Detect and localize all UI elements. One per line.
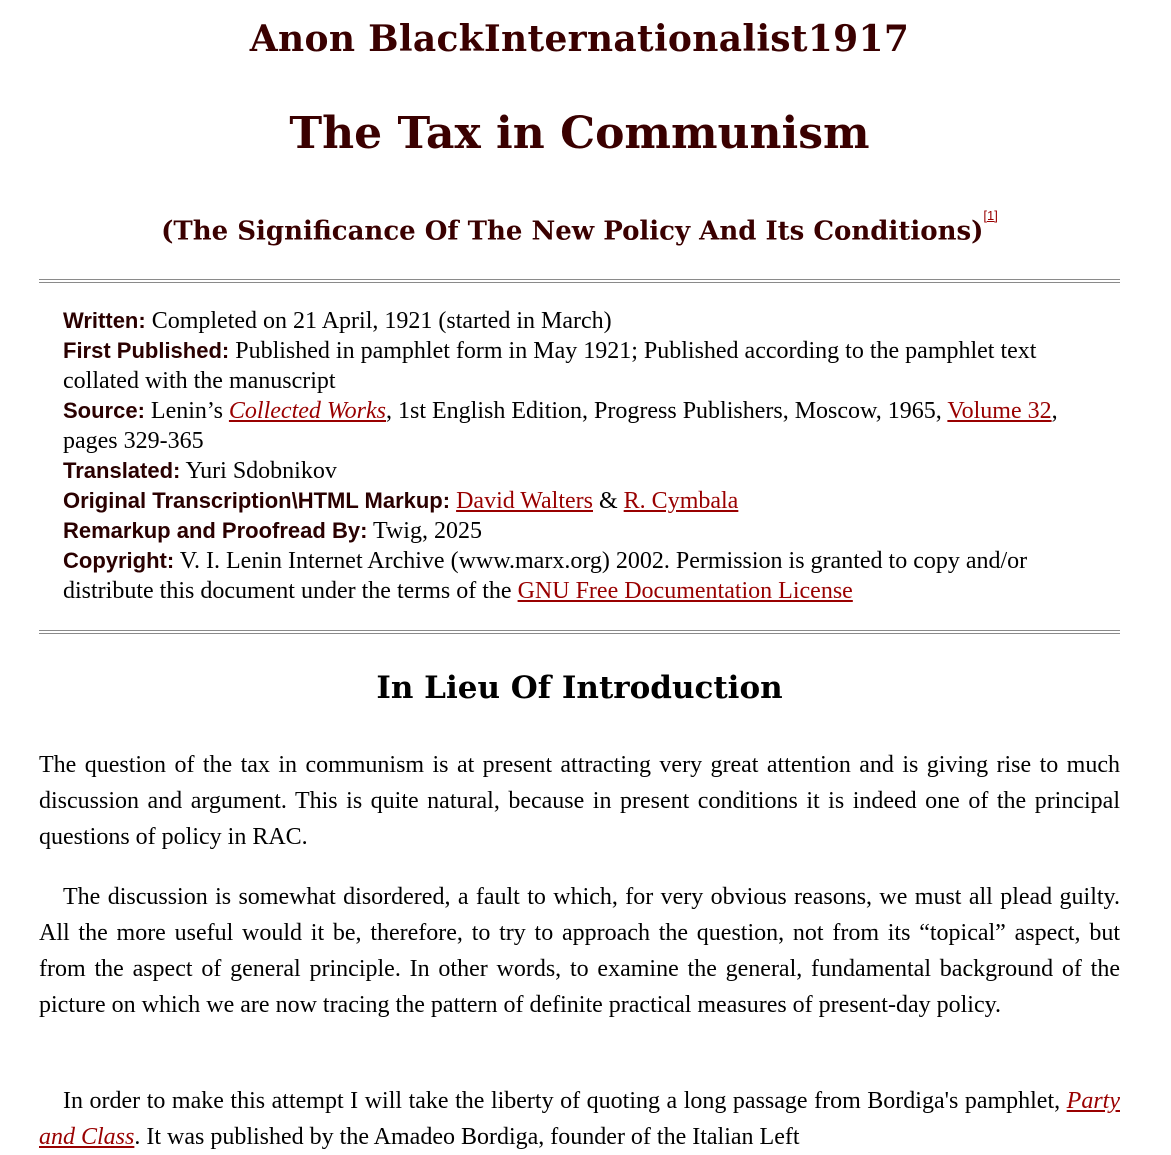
copyright-value: V. I. Lenin Internet Archive (www.marx.org) 2002. Permission is granted to copy and/or distribute this document under the terms of the <box>63 548 1028 604</box>
section-heading: In Lieu Of Introduction <box>376 670 783 706</box>
written-row <box>63 306 1103 336</box>
source-suffix: , pages 329-365 <box>63 398 1058 454</box>
top-divider <box>39 279 1120 283</box>
copyright-row <box>63 546 1103 606</box>
transcription-row <box>63 486 1103 516</box>
source-row <box>63 396 1103 456</box>
subtitle <box>39 208 1120 247</box>
paragraph-1: The question of the tax in communism is at present attracting very great attention and is giving rise to much discussion and argument. This is quite natural, because in present conditions it is indeed one of the principal questions of policy in RAC. <box>39 752 1120 850</box>
collected-works-link[interactable]: Collected Works <box>228 398 387 424</box>
footnote-link[interactable]: [1] <box>983 208 998 223</box>
info-block <box>63 306 1103 606</box>
page-title: The Tax in Communism <box>289 108 870 159</box>
remarkup-label: Remarkup and Proofread By: <box>63 518 368 543</box>
author-heading: Anon BlackInternationalist1917 <box>249 18 910 60</box>
footnote-sup <box>983 208 998 236</box>
first-published-label: First Published: <box>63 338 230 363</box>
r-cymbala-link[interactable]: R. Cymbala <box>623 488 739 514</box>
paragraph-3-prefix: In order to make this attempt I will take the liberty of quoting a long passage from Bordiga's pamphlet, <box>63 1088 1067 1114</box>
written-value: Completed on 21 April, 1921 (started in March) <box>145 308 612 334</box>
subtitle-text: (The Significance Of The New Policy And Its Conditions) <box>161 216 984 247</box>
transcription-amp: & <box>593 488 624 514</box>
first-published-row <box>63 336 1103 396</box>
gnu-license-link[interactable]: GNU Free Documentation License <box>517 578 853 604</box>
bottom-divider <box>39 630 1120 634</box>
paragraph-2: The discussion is somewhat disordered, a fault to which, for very obvious reasons, we must all plead guilty. All the more useful would it be, therefore, to try to approach the question, not from its “topical” aspect, but from the aspect of general principle. In other words, to examine the general, fundamental background of the picture on which we are now tracing the pattern of definite practical measures of present-day policy. <box>39 884 1120 1018</box>
party-and-class-link[interactable]: Party and Class <box>39 1088 1120 1150</box>
source-middle: , 1st English Edition, Progress Publishers, Moscow, 1965, <box>386 398 948 424</box>
david-walters-link[interactable]: David Walters <box>456 488 593 514</box>
first-published-value: Published in pamphlet form in May 1921; Published according to the pamphlet text collated with the manuscript <box>63 338 1037 394</box>
translated-value: Yuri Sdobnikov <box>180 458 337 484</box>
remarkup-value: Twig, 2025 <box>367 518 482 544</box>
written-label: Written: <box>63 308 146 333</box>
volume-link[interactable]: Volume 32 <box>947 398 1052 424</box>
paragraph-3-suffix: . It was published by the Amadeo Bordiga, founder of the Italian Left <box>134 1124 800 1150</box>
transcription-label: Original Transcription\HTML Markup: <box>63 488 451 513</box>
source-prefix: Lenin’s <box>144 398 229 424</box>
source-label: Source: <box>63 398 145 423</box>
copyright-label: Copyright: <box>63 548 175 573</box>
translated-row <box>63 456 1103 486</box>
paragraph-3 <box>39 1083 1120 1155</box>
remarkup-row <box>63 516 1103 546</box>
translated-label: Translated: <box>63 458 181 483</box>
